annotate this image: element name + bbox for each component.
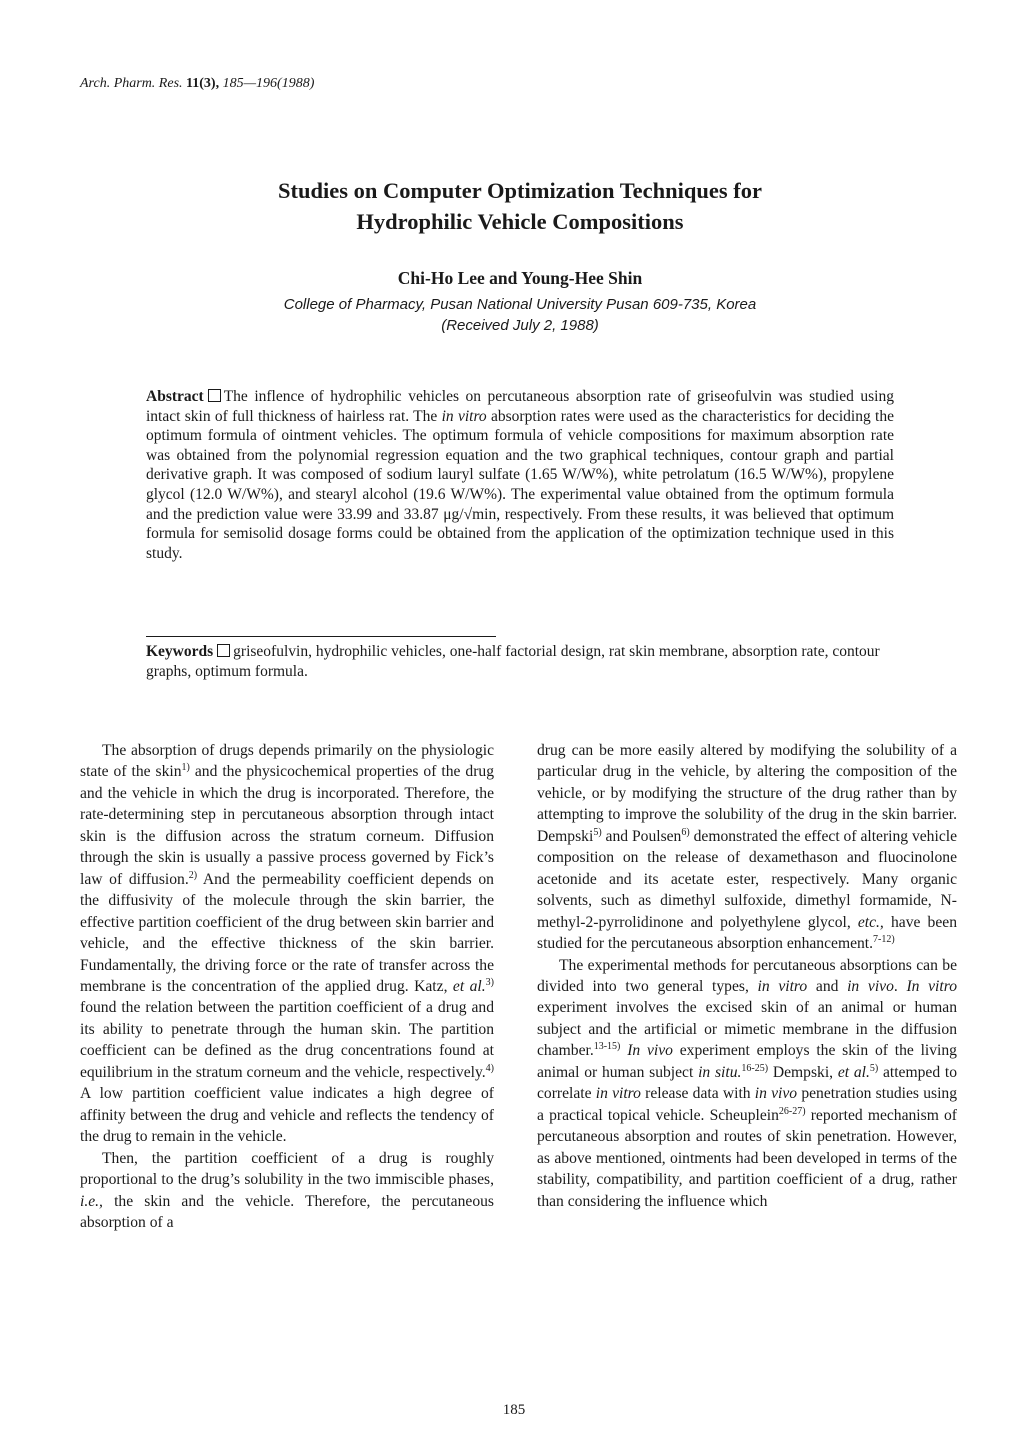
received-date: (Received July 2, 1988) (441, 317, 599, 334)
paper-title (100, 175, 940, 237)
title-line-1: Studies on Computer Optimization Techniques for (277, 178, 763, 203)
journal-pages-year: 185—196(1988) (222, 76, 315, 91)
square-box-icon (208, 389, 221, 402)
body-paragraph: The absorption of drugs depends primarily on the physiologic state of the skin$^{1)}$ and the physicochemical properties of the drug and the vehicle in which the drug is incorporated. Therefore, the rate-determining step in percutaneous absorption through intact skin is the diffusion across the stratum corneum. Diffusion through the skin is usually a passive process governed by Fick’s law of diffusion.$^{2)}$ And the permeability coefficient depends on the diffusivity of the molecule through the skin barrier, the effective partition coefficient of the drug between skin barrier and vehicle, and the effective thickness of the skin barrier. Fundamentally, the driving force or the rate of transfer across the membrane is the concentration of the applied drug. Katz, et al.$^{3)}$ found the relation between the partition coefficient of a drug and its ability to penetrate through the human skin. The partition coefficient can be defined as the drug concentrations found at equilibrium in the stratum corneum and the vehicle, respectively.$^{4)}$ A low partition coefficient value indicates a high degree of affinity between the drug and vehicle and reflects the tendency of the drug to remain in the vehicle. (80, 742, 494, 1146)
body-paragraph: drug can be more easily altered by modifying the solubility of a particular drug in the vehicle, by altering the composition of the vehicle, or by modifying the structure of the drug rather than by attempting to improve the solubility of the drug in the skin barrier. Dempski$^{5)}$ and Poulsen$^{6)}$ demonstrated the effect of altering vehicle composition on the release of dexamethason and fluocinolone acetonide and its acetate ester, respectively. Many organic solvents, such as dimethyl sulfoxide, dimethyl formamide, N-methyl-2-pyrrolidinone and polyethylene glycol, etc., have been studied for the percutaneous absorption enhancement.$^{7-12)}$ (537, 742, 957, 953)
keywords-divider (146, 636, 496, 637)
page-number: 185 (502, 1402, 526, 1418)
right-column (537, 740, 957, 1212)
body-paragraph: The experimental methods for percutaneous absorptions can be divided into two general types, in vitro and in vivo. In vitro experiment involves the excised skin of an animal or human subject and the artificial or mimetic membrane in the diffusion chamber.$^{13-15)}$ In vivo experiment employs the skin of the living animal or human subject in situ.$^{16-25)}$ Dempski, et al.$^{5)}$ attemped to correlate in vitro release data with in vivo penetration studies using a practical topical vehicle. Scheuplein$^{26-27)}$ reported mechanism of percutaneous absorption and routes of skin penetration. However, as above mentioned, ointments had been developed in terms of the stability, compatibility, and partition coefficient of a drug, rather than considering the influence which (537, 956, 957, 1210)
abstract: Abstract The inflence of hydrophilic vehicles on percutaneous absorption rate of griseofulvin was studied using intact skin of full thickness of hairless rat. The in vitro absorption rates were used as the characteristics for deciding the optimum formula of ointment vehicles. The optimum formula of vehicle compositions for maximum absorption rate was obtained from the polynomial regression equation and the two graphical techniques, contour graph and partial derivative graph. It was composed of sodium lauryl sulfate (1.65 W/W%), white petrolatum (16.5 W/W%), propylene glycol (12.0 W/W%), and stearyl alcohol (19.6 W/W%). The experimental value obtained from the optimum formula and the prediction value were 33.99 and 33.87 μg/√min, respectively. From these results, it was believed that optimum formula for semisolid dosage forms could be obtained from the application of the optimization technique used in this study. (146, 388, 894, 562)
keywords (146, 642, 894, 682)
abstract-label: Abstract (146, 388, 204, 405)
keywords-text: griseofulvin, hydrophilic vehicles, one-half factorial design, rat skin membrane, absorption rate, contour graphs, optimum formula. (146, 643, 880, 680)
square-box-icon (217, 644, 230, 657)
affiliation: College of Pharmacy, Pusan National University Pusan 609-735, Korea (283, 296, 757, 313)
affiliation-block (100, 294, 940, 336)
authors: Chi-Ho Lee and Young-Hee Shin (397, 268, 643, 288)
left-column (80, 740, 494, 1233)
journal-volume: 11(3), (186, 76, 220, 91)
body-paragraph: Then, the partition coefficient of a drug is roughly proportional to the drug’s solubility in the two immiscible phases, i.e., the skin and the vehicle. Therefore, the percutaneous absorption of a (80, 1149, 494, 1231)
title-line-2: Hydrophilic Vehicle Compositions (356, 209, 684, 234)
journal-citation (80, 76, 314, 92)
journal-name: Arch. Pharm. Res. (80, 76, 183, 91)
keywords-label: Keywords (146, 643, 214, 660)
